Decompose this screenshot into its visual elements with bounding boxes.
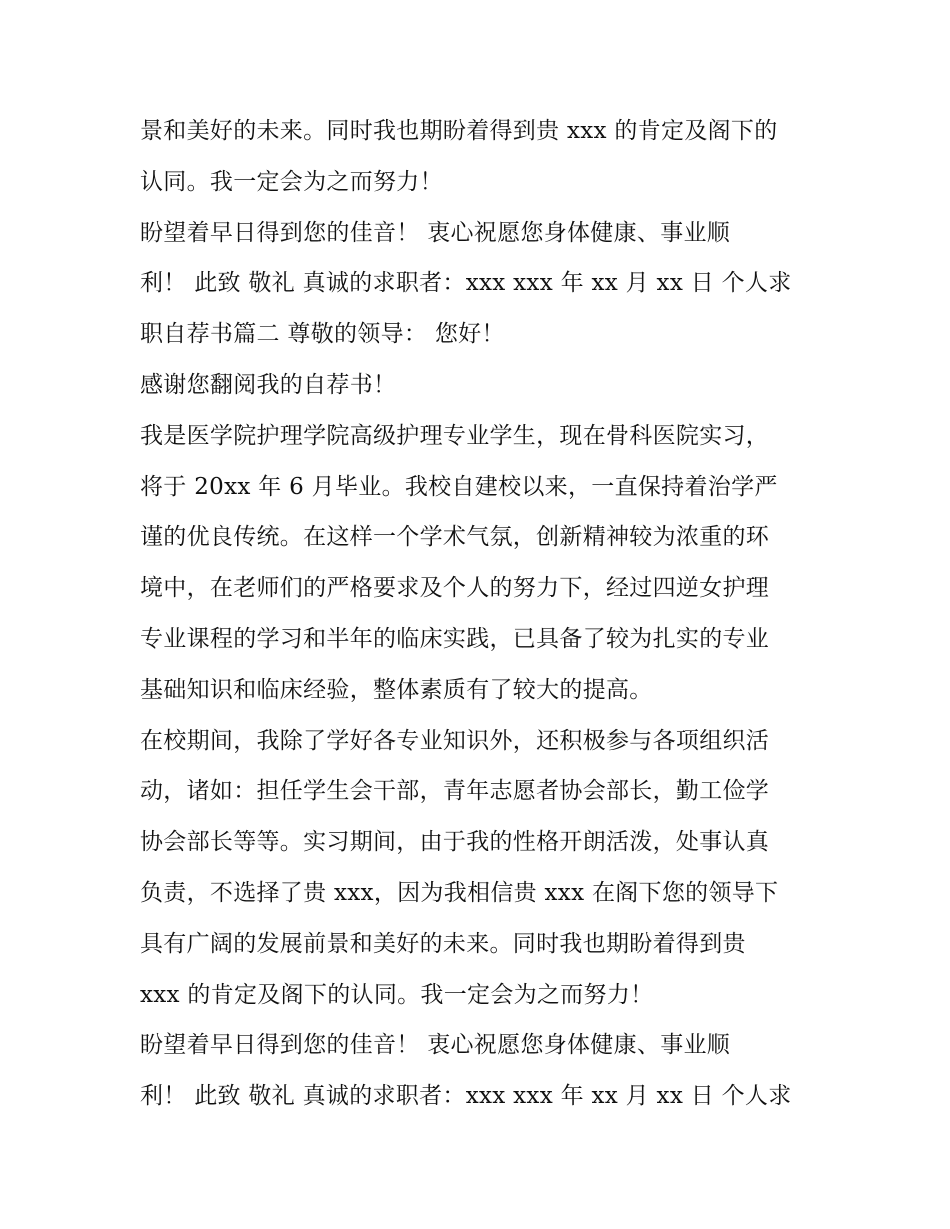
text-line: 认同。我一定会为之而努力！ — [140, 168, 443, 195]
text-line: 盼望着早日得到您的佳音！ 衷心祝愿您身体健康、事业顺 — [140, 1032, 731, 1059]
text-line: 利！ 此致 敬礼 真诚的求职者：xxx xxx 年 xx 月 xx 日 个人求 — [140, 1083, 792, 1110]
text-line: 在校期间，我除了学好各专业知识外，还积极参与各项组织活 — [140, 727, 770, 754]
text-line: 将于 20xx 年 6 月毕业。我校自建校以来，一直保持着治学严 — [140, 473, 778, 500]
text-line: 基础知识和临床经验，整体素质有了较大的提高。 — [140, 676, 653, 703]
text-line: 专业课程的学习和半年的临床实践，已具备了较为扎实的专业 — [140, 625, 770, 652]
text-line: 利！ 此致 敬礼 真诚的求职者：xxx xxx 年 xx 月 xx 日 个人求 — [140, 270, 792, 297]
text-line: 感谢您翻阅我的自荐书！ — [140, 371, 397, 398]
document-body — [140, 106, 820, 1122]
text-line: 我是医学院护理学院高级护理专业学生，现在骨科医院实习， — [140, 422, 770, 449]
text-line: 盼望着早日得到您的佳音！ 衷心祝愿您身体健康、事业顺 — [140, 219, 731, 246]
text-line: xxx 的肯定及阁下的认同。我一定会为之而努力！ — [140, 981, 654, 1008]
text-line: 动，诸如：担任学生会干部，青年志愿者协会部长，勤工俭学 — [140, 778, 770, 805]
text-line: 境中，在老师们的严格要求及个人的努力下，经过四逆女护理 — [140, 575, 770, 602]
text-line: 谨的优良传统。在这样一个学术气氛，创新精神较为浓重的环 — [140, 524, 770, 551]
text-line: 景和美好的未来。同时我也期盼着得到贵 xxx 的肯定及阁下的 — [140, 118, 778, 144]
text-line: 具有广阔的发展前景和美好的未来。同时我也期盼着得到贵 — [140, 930, 746, 957]
text-line: 职自荐书篇二 尊敬的领导： 您好！ — [140, 321, 505, 348]
text-line: 负责，不选择了贵 xxx，因为我相信贵 xxx 在阁下您的领导下 — [140, 879, 779, 906]
text-line: 协会部长等等。实习期间，由于我的性格开朗活泼，处事认真 — [140, 829, 770, 856]
